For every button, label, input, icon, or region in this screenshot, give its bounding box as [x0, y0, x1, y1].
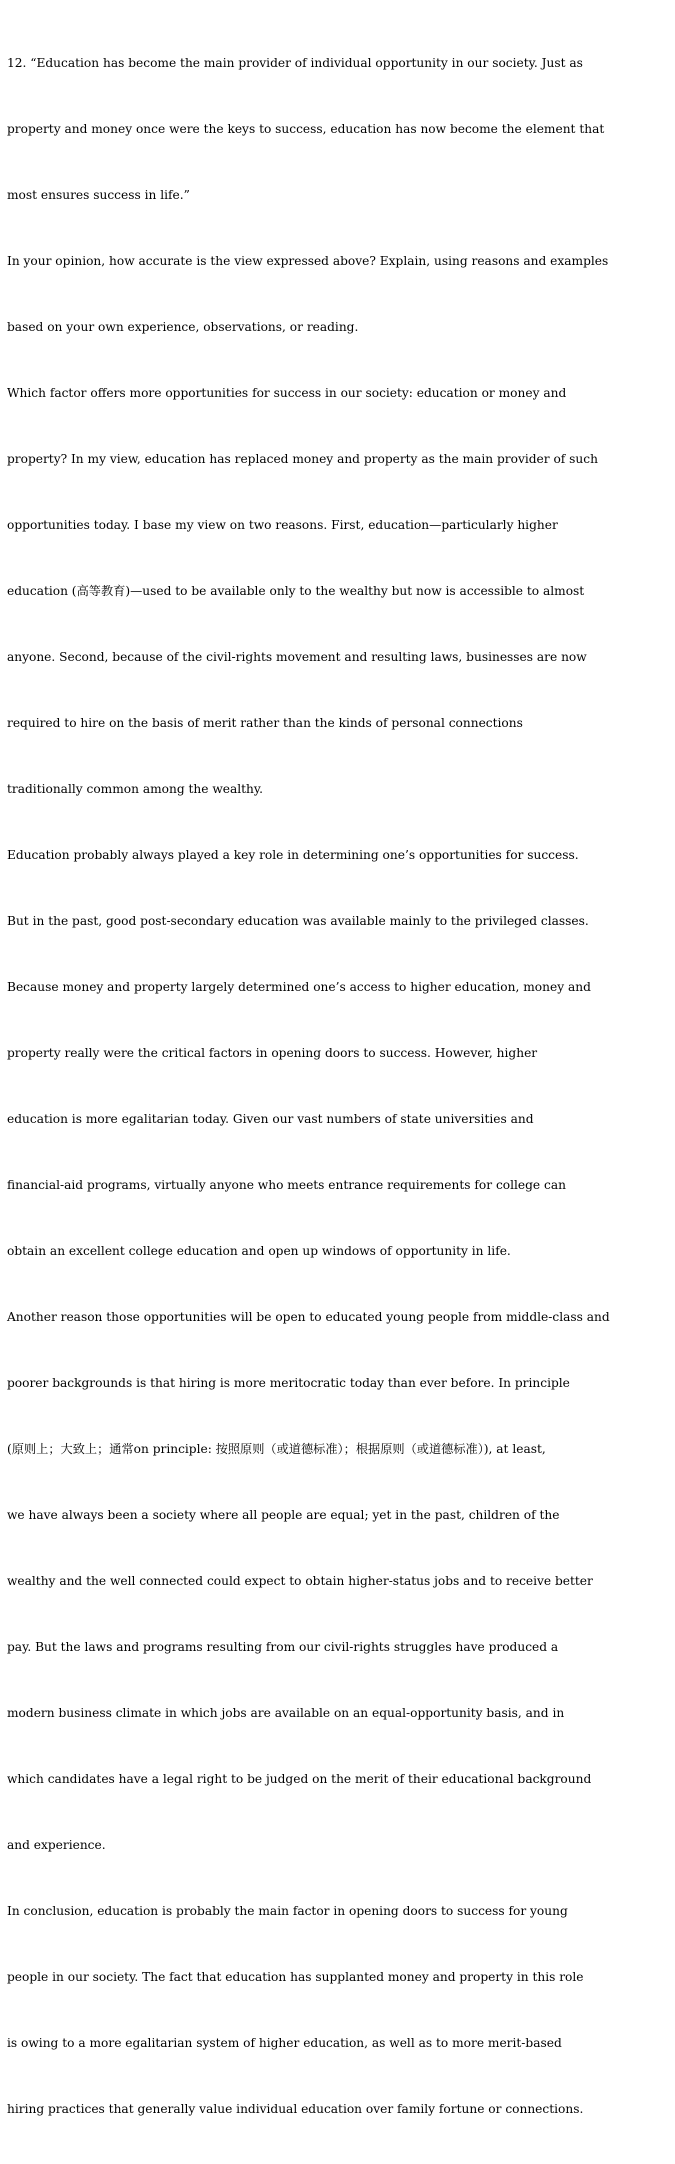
- paragraph-line: and experience.: [7, 1838, 106, 1852]
- paragraph-line: opportunities today. I base my view on two reasons. First, education—particularly higher: [7, 518, 558, 532]
- paragraph-line: wealthy and the well connected could expect to obtain higher-status jobs and to receive better: [7, 1574, 593, 1588]
- paragraph-line: required to hire on the basis of merit rather than the kinds of personal connections: [7, 716, 523, 730]
- paragraph-line: (原则上；大致上；通常on principle: 按照原则（或道德标准）；根据原则（或道德标准）), at least,: [7, 1442, 546, 1456]
- paragraph-line: Another reason those opportunities will be open to educated young people from middle-class and: [7, 1310, 610, 1324]
- paragraph-line: financial-aid programs, virtually anyone who meets entrance requirements for college can: [7, 1178, 566, 1192]
- paragraph-line: we have always been a society where all people are equal; yet in the past, children of the: [7, 1508, 560, 1522]
- paragraph-line: Which factor offers more opportunities for success in our society: education or money and: [7, 386, 567, 400]
- paragraph-line: Because money and property largely determined one’s access to higher education, money and: [7, 980, 591, 994]
- paragraph-line: traditionally common among the wealthy.: [7, 782, 264, 796]
- paragraph-line: poorer backgrounds is that hiring is more meritocratic today than ever before. In principle: [7, 1376, 570, 1390]
- paragraph-line: But in the past, good post-secondary education was available mainly to the privileged classes.: [7, 914, 589, 928]
- prompt-line: 12. “Education has become the main provider of individual opportunity in our society. Just as: [7, 56, 583, 70]
- paragraph-line: is owing to a more egalitarian system of higher education, as well as to more merit-based: [7, 2036, 562, 2050]
- paragraph-line: In conclusion, education is probably the main factor in opening doors to success for young: [7, 1904, 568, 1918]
- paragraph-line: pay. But the laws and programs resulting from our civil-rights struggles have produced a: [7, 1640, 559, 1654]
- prompt-line: property and money once were the keys to success, education has now become the element that: [7, 122, 605, 136]
- paragraph-line: education (高等教育)—used to be available only to the wealthy but now is accessible to almost: [7, 584, 585, 598]
- paragraph-line: people in our society. The fact that education has supplanted money and property in this role: [7, 1970, 584, 1984]
- paragraph-line: obtain an excellent college education and open up windows of opportunity in life.: [7, 1244, 511, 1258]
- instruction-line: In your opinion, how accurate is the view expressed above? Explain, using reasons and examples: [7, 254, 609, 268]
- paragraph-line: education is more egalitarian today. Given our vast numbers of state universities and: [7, 1112, 534, 1126]
- prompt-line: most ensures success in life.”: [7, 188, 190, 202]
- paragraph-line: which candidates have a legal right to be judged on the merit of their educational background: [7, 1772, 592, 1786]
- paragraph-line: Education probably always played a key role in determining one’s opportunities for success.: [7, 848, 579, 862]
- paragraph-line: modern business climate in which jobs are available on an equal-opportunity basis, and in: [7, 1706, 565, 1720]
- paragraph-line: anyone. Second, because of the civil-rights movement and resulting laws, businesses are now: [7, 650, 587, 664]
- essay-text: [7, 8, 671, 2164]
- paragraph-line: property really were the critical factors in opening doors to success. However, higher: [7, 1046, 538, 1060]
- paragraph-line: property? In my view, education has replaced money and property as the main provider of such: [7, 452, 598, 466]
- instruction-line: based on your own experience, observations, or reading.: [7, 320, 359, 334]
- paragraph-line: hiring practices that generally value individual education over family fortune or connections.: [7, 2102, 584, 2116]
